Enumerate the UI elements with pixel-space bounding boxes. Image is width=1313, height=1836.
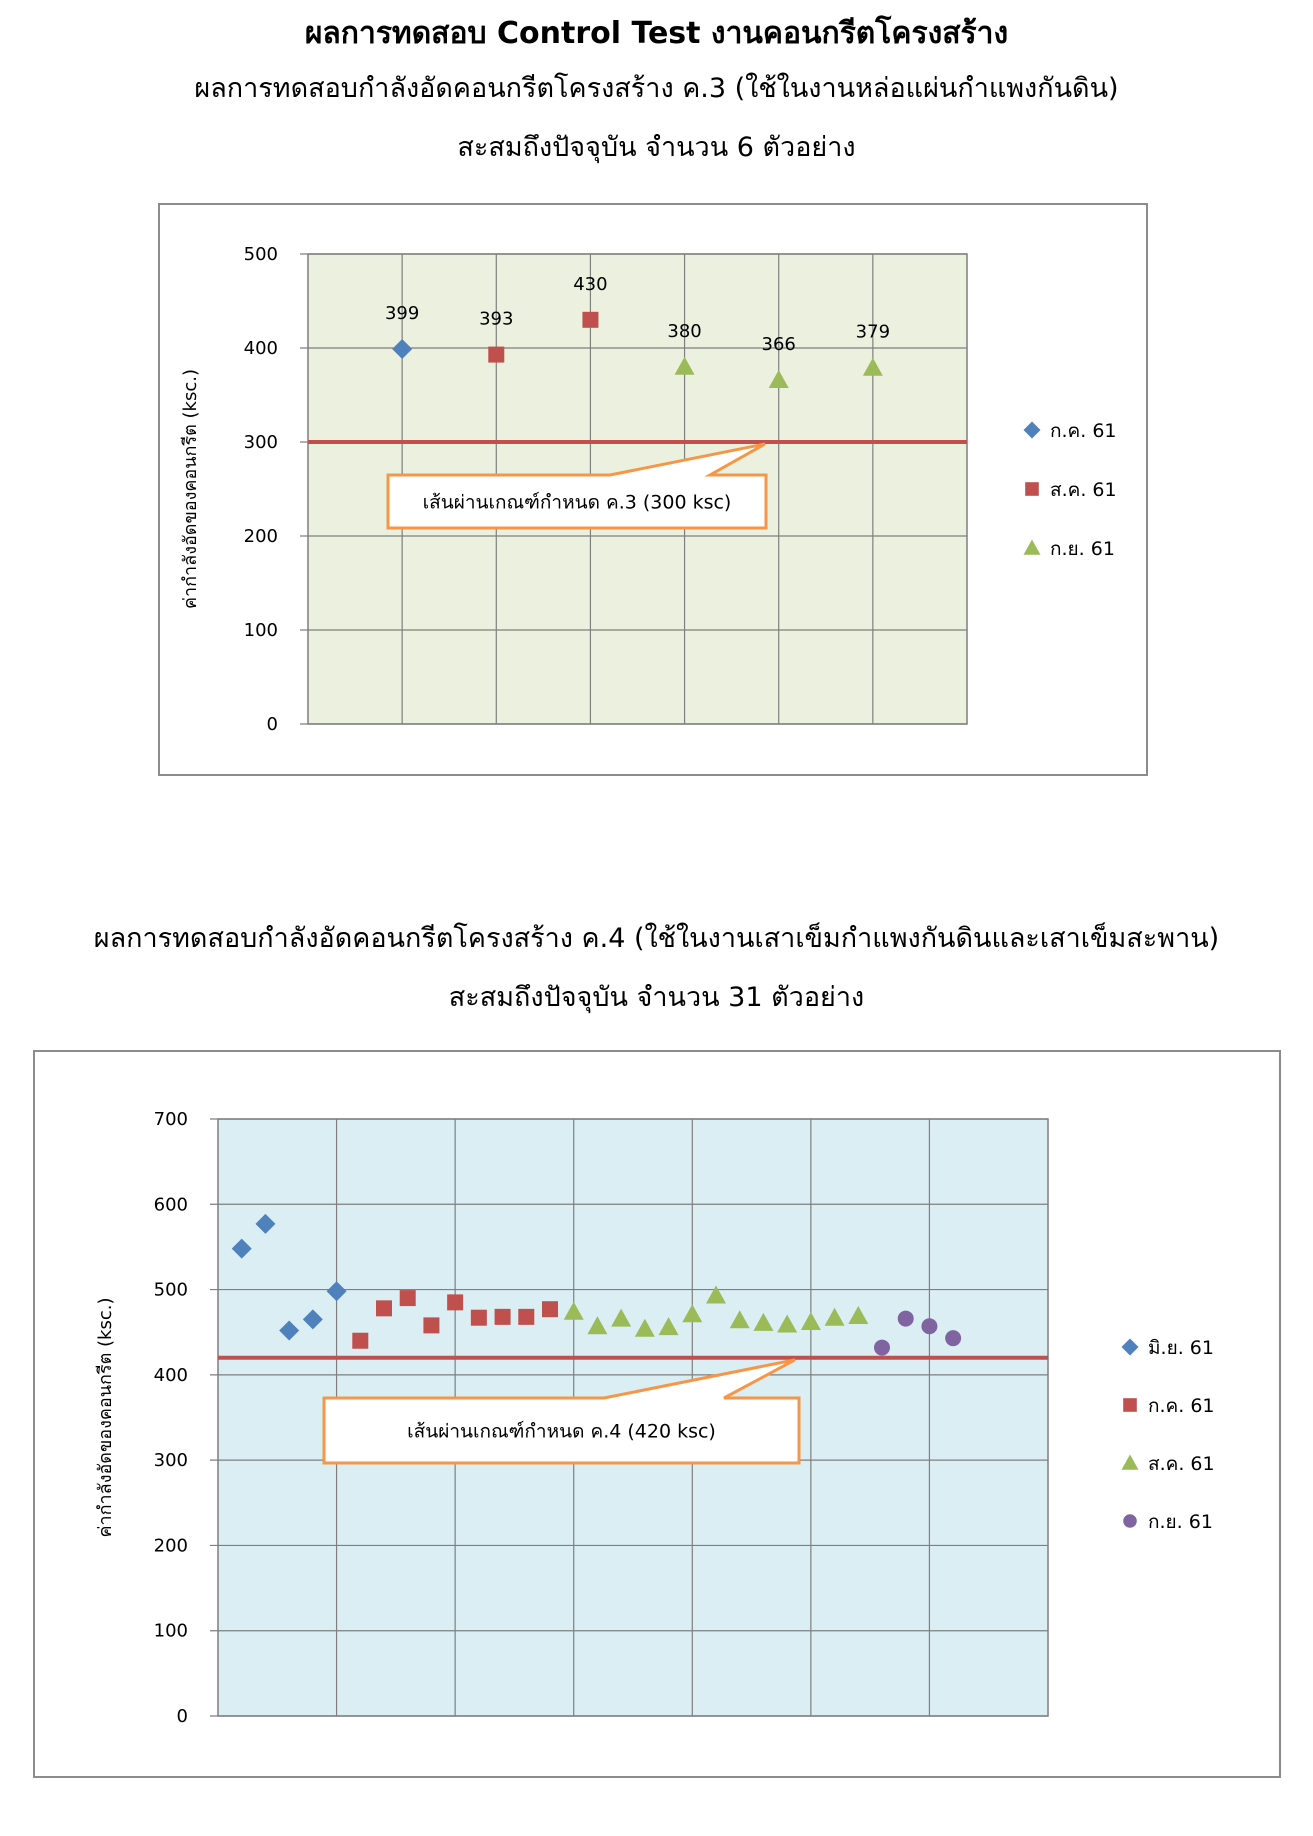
chart1-plot: [160, 205, 1146, 774]
page-title: ผลการทดสอบ Control Test งานคอนกรีตโครงสร้าง: [304, 16, 1009, 51]
chart2-data-point: [400, 1290, 416, 1306]
chart2-data-point: [518, 1309, 534, 1325]
chart1-ytick-label: 100: [243, 620, 278, 641]
chart2-subtitle-2: สะสมถึงปัจจุบัน จำนวน 31 ตัวอย่าง: [448, 982, 865, 1013]
chart1-ytick-label: 0: [266, 714, 278, 735]
chart2-data-point: [921, 1318, 937, 1334]
chart2-data-point: [376, 1300, 392, 1316]
chart1-data-label: 399: [384, 302, 420, 324]
chart1-y-axis-label: ค่ากำลังอัดของคอนกรีต (ksc.): [180, 369, 201, 609]
chart2-data-point: [447, 1294, 463, 1310]
chart1-ytick-label: 400: [243, 338, 278, 359]
chart1-legend-marker: [1024, 422, 1041, 439]
chart1-subtitle-1: ผลการทดสอบกำลังอัดคอนกรีตโครงสร้าง ค.3 (ใช้ในงานหล่อแผ่นกำแพงกันดิน): [194, 73, 1119, 104]
chart2-ytick-label: 300: [153, 1450, 188, 1472]
chart2-data-point: [542, 1301, 558, 1317]
chart2-data-point: [874, 1340, 890, 1356]
chart2-data-point: [945, 1330, 961, 1346]
chart1-callout-text: เส้นผ่านเกณฑ์กำหนด ค.3 (300 ksc): [422, 491, 732, 514]
chart2-data-point: [495, 1309, 511, 1325]
chart1-legend-label: ส.ค. 61: [1050, 479, 1117, 501]
chart2-y-axis-label: ค่ากำลังอัดของคอนกรีต (ksc.): [95, 1297, 116, 1538]
chart1-legend-marker: [1025, 482, 1039, 496]
chart1-subtitle-2: สะสมถึงปัจจุบัน จำนวน 6 ตัวอย่าง: [457, 132, 856, 163]
chart1-data-label: 379: [855, 321, 891, 343]
chart2-ytick-label: 700: [153, 1109, 188, 1130]
chart2-legend-marker: [1123, 1514, 1137, 1528]
chart2-data-point: [352, 1333, 368, 1349]
chart2-legend-label: ส.ค. 61: [1148, 1453, 1215, 1475]
chart2-data-point: [898, 1311, 914, 1327]
chart2-ytick-label: 0: [176, 1706, 188, 1727]
chart1-legend-label: ก.ย. 61: [1050, 538, 1115, 560]
chart1-legend-marker: [1024, 540, 1041, 555]
chart2-callout-text: เส้นผ่านเกณฑ์กำหนด ค.4 (420 ksc): [407, 1420, 716, 1443]
chart1-legend-label: ก.ค. 61: [1050, 420, 1117, 442]
chart1-data-point: [582, 312, 598, 328]
chart1-frame: [158, 203, 1148, 776]
chart2-data-point: [471, 1310, 487, 1326]
chart2-legend-label: ก.ย. 61: [1148, 1511, 1213, 1533]
chart2-plot: [35, 1052, 1279, 1776]
chart2-ytick-label: 200: [153, 1535, 188, 1557]
chart2-legend-marker: [1123, 1398, 1137, 1412]
chart2-subtitle-1: ผลการทดสอบกำลังอัดคอนกรีตโครงสร้าง ค.4 (ใช้ในงานเสาเข็มกำแพงกันดินและเสาเข็มสะพาน): [93, 923, 1220, 954]
chart1-ytick-label: 500: [243, 244, 278, 265]
chart2-ytick-label: 400: [153, 1364, 188, 1386]
chart1-ytick-label: 200: [243, 526, 278, 547]
chart2-data-point: [423, 1317, 439, 1333]
chart1-ytick-label: 300: [243, 432, 278, 453]
chart2-legend-marker: [1122, 1455, 1139, 1470]
chart1-data-label: 430: [573, 273, 608, 295]
chart2-frame: [33, 1050, 1281, 1778]
chart1-data-label: 366: [761, 333, 796, 355]
chart2-ytick-label: 100: [153, 1620, 188, 1642]
chart2-ytick-label: 500: [153, 1279, 188, 1301]
chart1-data-label: 393: [479, 308, 514, 330]
chart2-ytick-label: 600: [153, 1194, 188, 1216]
chart2-legend-marker: [1122, 1339, 1139, 1356]
chart1-data-point: [488, 347, 504, 363]
chart2-legend-label: ก.ค. 61: [1148, 1395, 1215, 1417]
chart2-legend-label: มิ.ย. 61: [1148, 1337, 1214, 1359]
chart1-data-label: 380: [667, 320, 702, 342]
